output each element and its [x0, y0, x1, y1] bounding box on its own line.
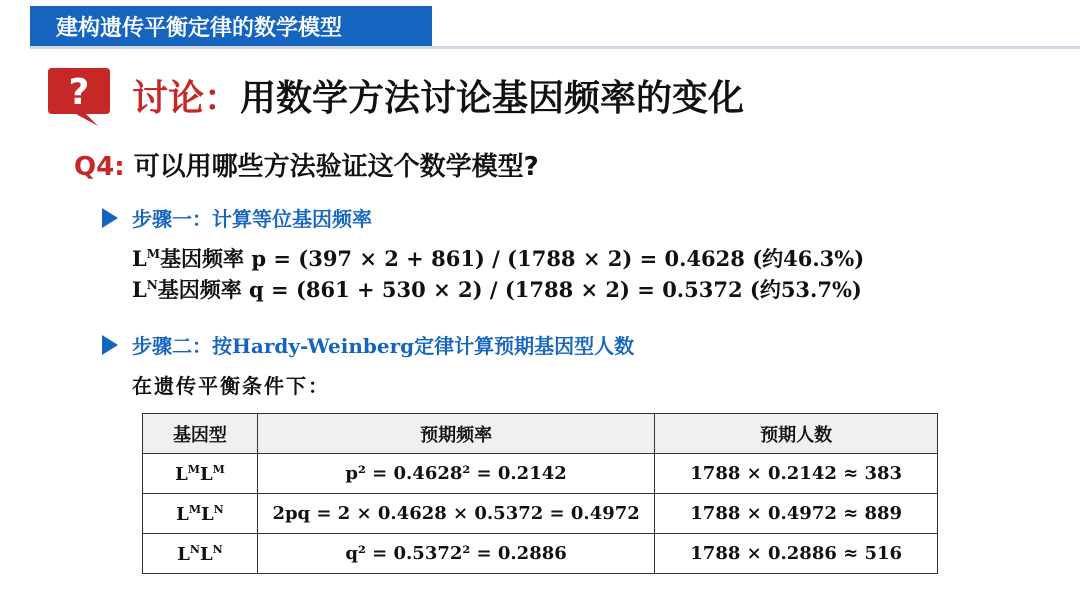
header-title: 建构遗传平衡定律的数学模型: [56, 15, 343, 41]
question-bubble-icon: [46, 64, 112, 130]
formula-n: $L^N$基因频率 q = (861 + 530 × 2) / (1788 × 2) = 0.5372 (约53.7%): [132, 277, 862, 302]
svg-text:?: ?: [68, 72, 90, 113]
question-text: 可以用哪些方法验证这个数学模型?: [133, 152, 539, 182]
allele-sup: M: [212, 462, 225, 476]
header-expected-frequency: 预期频率: [257, 414, 654, 454]
table-row: [143, 454, 938, 494]
question-line: [74, 146, 539, 183]
allele-sup: M: [187, 462, 200, 476]
header-divider: [30, 46, 1080, 49]
slide-header: [30, 6, 432, 46]
formula-n-sup: N: [146, 278, 158, 292]
genotype-cell: $L^NL^N$: [143, 534, 258, 574]
genotype-table: [142, 413, 938, 574]
genotype-cell: $L^ML^M$: [143, 454, 258, 494]
table-row: [143, 534, 938, 574]
genotype-cell: $L^ML^N$: [143, 494, 258, 534]
count-cell: 1788 × 0.2886 ≈ 516: [655, 534, 938, 574]
frequency-cell: p² = 0.4628² = 0.2142: [257, 454, 654, 494]
header-expected-count: 预期人数: [655, 414, 938, 454]
frequency-cell: 2pq = 2 × 0.4628 × 0.5372 = 0.4972: [257, 494, 654, 534]
allele-sup: M: [188, 502, 201, 516]
allele-sup: N: [213, 502, 224, 516]
formula-m-sup: M: [146, 247, 161, 261]
count-cell: 1788 × 0.4972 ≈ 889: [655, 494, 938, 534]
discussion-text: 用数学方法讨论基因频率的变化: [240, 78, 745, 119]
table-header-row: [143, 414, 938, 454]
discussion-heading: [132, 70, 744, 121]
step1-title: 步骤一：计算等位基因频率: [132, 207, 372, 231]
step1-heading: [102, 203, 372, 232]
formula-n-text: 基因频率 q = (861 + 530 × 2) / (1788 × 2) = 0.5372 (约53.7%): [157, 277, 862, 302]
table-row: [143, 494, 938, 534]
discussion-prefix: 讨论：: [132, 78, 241, 119]
count-cell: 1788 × 0.2142 ≈ 383: [655, 454, 938, 494]
step2-heading: [102, 330, 634, 359]
condition-text: 在遗传平衡条件下：: [132, 374, 330, 398]
bullet-triangle-icon: [102, 335, 118, 355]
header-genotype: 基因型: [143, 414, 258, 454]
formula-m: $L^M$基因频率 p = (397 × 2 + 861) / (1788 × 2) = 0.4628 (约46.3%): [132, 246, 865, 271]
allele-sup: N: [189, 542, 200, 556]
allele-sup: N: [212, 542, 223, 556]
frequency-cell: q² = 0.5372² = 0.2886: [257, 534, 654, 574]
formula-m-text: 基因频率 p = (397 × 2 + 861) / (1788 × 2) = 0.4628 (约46.3%): [160, 246, 865, 271]
question-label: Q4:: [74, 152, 125, 182]
bullet-triangle-icon: [102, 208, 118, 228]
step2-title: 步骤二：按Hardy-Weinberg定律计算预期基因型人数: [132, 334, 635, 358]
